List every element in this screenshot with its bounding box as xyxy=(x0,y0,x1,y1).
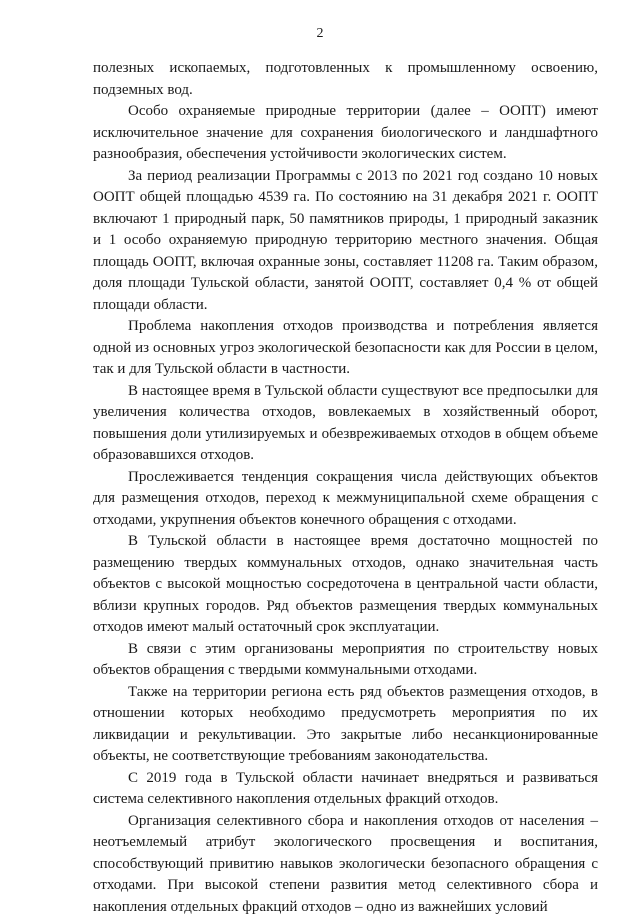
paragraph-10: С 2019 года в Тульской области начинает внедряться и развиваться система селективного накопления отдельных фракций отходов. xyxy=(93,768,598,811)
paragraph-5: В настоящее время в Тульской области существуют все предпосылки для увеличения количества отходов, вовлекаемых в хозяйственный оборот, повышения доли утилизируемых и обезвреживаемых отходов в общем объеме образовавшихся отходов. xyxy=(93,381,598,467)
paragraph-2: Особо охраняемые природные территории (далее – ООПТ) имеют исключительное значение для сохранения биологического и ландшафтного разнообразия, обеспечения устойчивости экологических систем. xyxy=(93,101,598,166)
paragraph-3: За период реализации Программы с 2013 по 2021 год создано 10 новых ООПТ общей площадью 4539 га. По состоянию на 31 декабря 2021 г. ООПТ включают 1 природный парк, 50 памятников природы, 1 природный заказник и 1 особо охраняемую природную территорию местного значения. Общая площадь ООПТ, включая охранные зоны, составляет 11208 га. Таким образом, доля площади Тульской области, занятой ООПТ, составляет 0,4 % от общей площади области. xyxy=(93,166,598,317)
paragraph-4: Проблема накопления отходов производства и потребления является одной из основных угроз экологической безопасности как для России в целом, так и для Тульской области в частности. xyxy=(93,316,598,381)
paragraph-11: Организация селективного сбора и накопления отходов от населения – неотъемлемый атрибут экологического просвещения и воспитания, способствующий привитию навыков экологически безопасного обращения с отходами. При высокой степени развития метод селективного сбора и накопления отдельных фракций отходов – одно из важнейших условий xyxy=(93,811,598,918)
paragraph-6: Прослеживается тенденция сокращения числа действующих объектов для размещения отходов, переход к межмуниципальной схеме обращения с отходами, укрупнения объектов конечного обращения с отходами. xyxy=(93,467,598,532)
document-body xyxy=(93,58,598,918)
paragraph-8: В связи с этим организованы мероприятия по строительству новых объектов обращения с твердыми коммунальными отходами. xyxy=(93,639,598,682)
paragraph-7: В Тульской области в настоящее время достаточно мощностей по размещению твердых коммунальных отходов, однако значительная часть объектов с высокой мощностью сосредоточена в центральной части области, вблизи крупных городов. Ряд объектов размещения твердых коммунальных отходов имеют малый остаточный срок эксплуатации. xyxy=(93,531,598,639)
page-number: 2 xyxy=(0,26,640,42)
paragraph-9: Также на территории региона есть ряд объектов размещения отходов, в отношении которых необходимо предусмотреть мероприятия по их ликвидации и рекультивации. Это закрытые либо несанкционированные объекты, не соответствующие требованиям законодательства. xyxy=(93,682,598,768)
paragraph-1: полезных ископаемых, подготовленных к промышленному освоению, подземных вод. xyxy=(93,58,598,101)
